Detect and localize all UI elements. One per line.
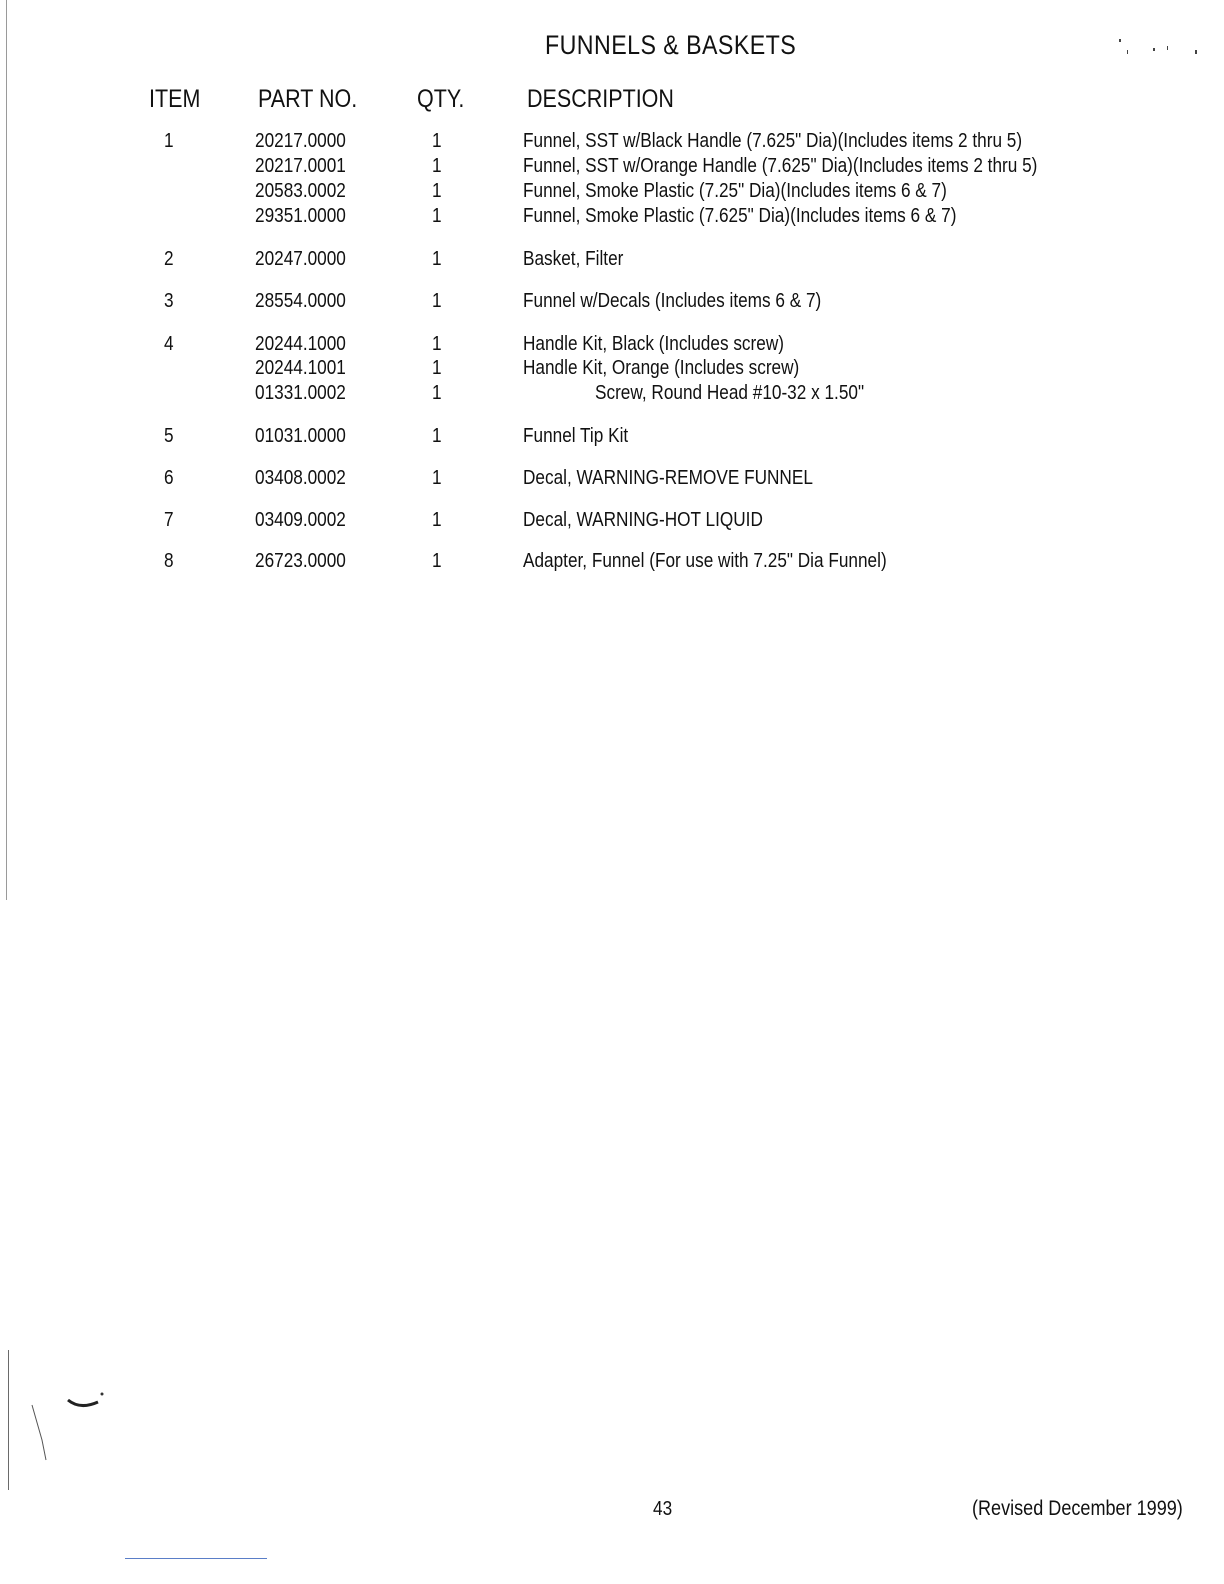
- part-number: 03408.0002: [255, 467, 346, 489]
- table-row: [0, 333, 1224, 358]
- quantity: 1: [432, 357, 442, 379]
- part-number: 20583.0002: [255, 180, 346, 202]
- page-title: FUNNELS & BASKETS: [545, 30, 797, 60]
- description: Funnel, Smoke Plastic (7.625" Dia)(Includes items 6 & 7): [523, 205, 957, 227]
- item-number: 8: [164, 550, 174, 572]
- description: Basket, Filter: [523, 248, 624, 270]
- description: Funnel w/Decals (Includes items 6 & 7): [523, 290, 822, 312]
- item-number: 1: [164, 130, 174, 152]
- description: Decal, WARNING-REMOVE FUNNEL: [523, 467, 813, 489]
- description: Funnel, SST w/Black Handle (7.625" Dia)(Includes items 2 thru 5): [523, 130, 1023, 152]
- table-row: [0, 509, 1224, 534]
- part-number: 26723.0000: [255, 550, 346, 572]
- quantity: 1: [432, 550, 442, 572]
- revision-note: (Revised December 1999): [972, 1497, 1183, 1520]
- table-row: [0, 155, 1224, 180]
- quantity: 1: [432, 467, 442, 489]
- quantity: 1: [432, 425, 442, 447]
- part-number: 01031.0000: [255, 425, 346, 447]
- quantity: 1: [432, 180, 442, 202]
- table-row: [0, 467, 1224, 492]
- header-qty: QTY.: [417, 85, 465, 113]
- part-number: 20217.0001: [255, 155, 346, 177]
- scan-speckles: [1115, 36, 1205, 60]
- table-row: [0, 248, 1224, 273]
- quantity: 1: [432, 290, 442, 312]
- page-number: 43: [653, 1498, 673, 1520]
- scan-smudge: [20, 1380, 120, 1470]
- header-part-no: PART NO.: [258, 85, 358, 113]
- part-number: 29351.0000: [255, 205, 346, 227]
- header-description: DESCRIPTION: [527, 85, 674, 113]
- part-number: 28554.0000: [255, 290, 346, 312]
- table-row: [0, 180, 1224, 205]
- table-row: [0, 130, 1224, 155]
- description: Handle Kit, Black (Includes screw): [523, 333, 784, 355]
- description: Screw, Round Head #10-32 x 1.50": [595, 382, 865, 404]
- part-number: 01331.0002: [255, 382, 346, 404]
- item-number: 4: [164, 333, 174, 355]
- item-number: 7: [164, 509, 174, 531]
- quantity: 1: [432, 205, 442, 227]
- part-number: 03409.0002: [255, 509, 346, 531]
- item-number: 2: [164, 248, 174, 270]
- table-row: [0, 382, 1224, 407]
- table-row: [0, 425, 1224, 450]
- quantity: 1: [432, 333, 442, 355]
- quantity: 1: [432, 509, 442, 531]
- footer-rule: [125, 1558, 267, 1559]
- header-item: ITEM: [149, 85, 201, 113]
- part-number: 20217.0000: [255, 130, 346, 152]
- item-number: 5: [164, 425, 174, 447]
- table-row: [0, 550, 1224, 575]
- part-number: 20244.1000: [255, 333, 346, 355]
- quantity: 1: [432, 248, 442, 270]
- quantity: 1: [432, 382, 442, 404]
- part-number: 20244.1001: [255, 357, 346, 379]
- description: Decal, WARNING-HOT LIQUID: [523, 509, 763, 531]
- description: Funnel, Smoke Plastic (7.25" Dia)(Includes items 6 & 7): [523, 180, 947, 202]
- scan-edge-line-lower: [8, 1350, 9, 1490]
- quantity: 1: [432, 130, 442, 152]
- part-number: 20247.0000: [255, 248, 346, 270]
- quantity: 1: [432, 155, 442, 177]
- table-row: [0, 357, 1224, 382]
- table-row: [0, 290, 1224, 315]
- description: Adapter, Funnel (For use with 7.25" Dia Funnel): [523, 550, 887, 572]
- description: Funnel Tip Kit: [523, 425, 629, 447]
- description: Handle Kit, Orange (Includes screw): [523, 357, 800, 379]
- table-row: [0, 205, 1224, 230]
- item-number: 6: [164, 467, 174, 489]
- description: Funnel, SST w/Orange Handle (7.625" Dia)(Includes items 2 thru 5): [523, 155, 1038, 177]
- item-number: 3: [164, 290, 174, 312]
